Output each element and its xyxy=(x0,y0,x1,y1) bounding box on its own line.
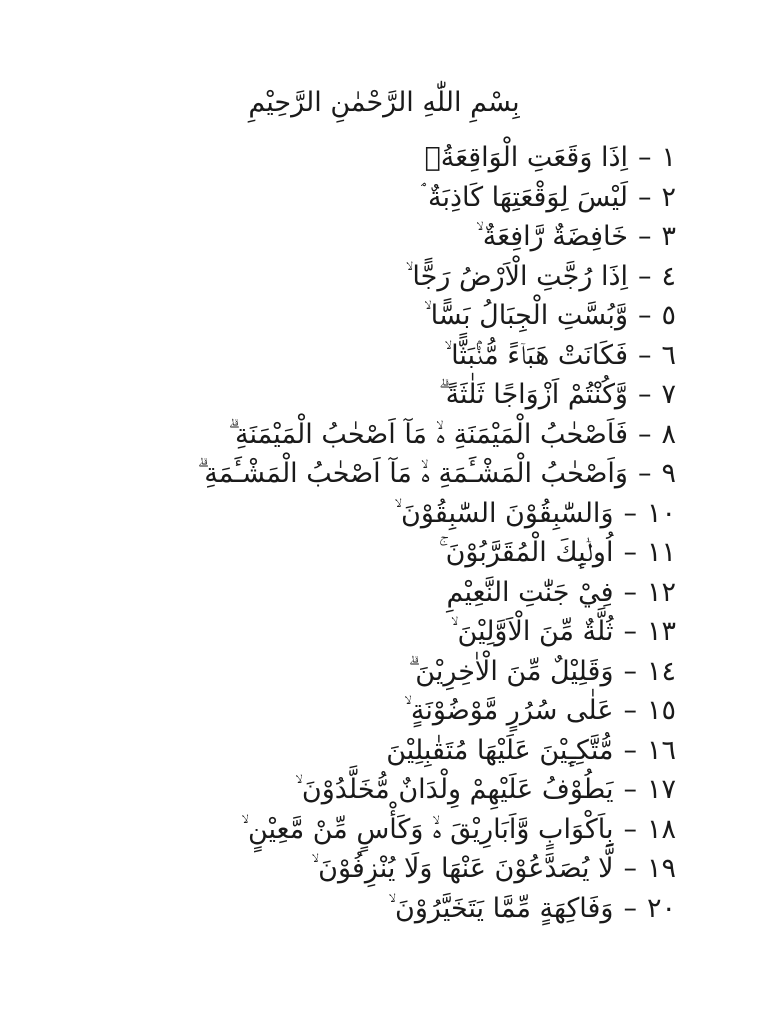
verse-text: مُّتَّكِـِٕيْنَ عَلَيْهَا مُتَقٰبِلِيْنَ xyxy=(386,734,614,766)
verse-text: لَيْسَ لِوَقْعَتِهَا كَاذِبَةٌ ۘ xyxy=(421,181,628,213)
verse-separator: – xyxy=(637,339,652,371)
verse-text: فَاَصْحٰبُ الْمَيْمَنَةِ ەۙ مَآ اَصْحٰبُ الْمَيْمَنَةِ ۗ xyxy=(228,418,628,450)
verse-separator: – xyxy=(623,655,637,687)
verse-text: فِيْ جَنّٰتِ النَّعِيْمِ xyxy=(446,576,614,608)
verse-text: فَكَانَتْ هَبَاۤءً مُّنْۢبَثًّا ۙ xyxy=(444,339,628,371)
verse-number: ١٧ xyxy=(646,774,676,805)
verse-separator: – xyxy=(623,616,637,647)
verse-separator: – xyxy=(623,892,637,924)
verse-separator: – xyxy=(637,300,652,331)
verse-line xyxy=(16,217,676,257)
verse-number: ٢٠ xyxy=(646,892,676,924)
verse-number: ١٨ xyxy=(646,813,676,845)
verse-line xyxy=(16,375,676,415)
verse-text: خَافِضَةٌ رَّافِعَةٌ ۙ xyxy=(475,221,628,252)
verse-text: وَالسّٰبِقُوْنَ السّٰبِقُوْنَ ۙ xyxy=(394,497,614,529)
verse-separator: – xyxy=(623,537,637,568)
verse-line xyxy=(16,652,676,692)
verse-separator: – xyxy=(637,142,652,173)
verse-line xyxy=(16,454,676,494)
verse-line xyxy=(16,889,676,929)
verse-number: ١٣ xyxy=(646,616,676,647)
verse-text: وَّكُنْتُمْ اَزْوَاجًا ثَلٰثَةً ۗ xyxy=(438,379,628,410)
verse-text: اُولٰۤىِٕكَ الْمُقَرَّبُوْنَ ۚ xyxy=(438,537,614,568)
verse-separator: – xyxy=(623,774,637,805)
verse-line xyxy=(16,612,676,652)
verse-line xyxy=(16,573,676,613)
verse-line xyxy=(16,810,676,850)
verse-text: يَطُوْفُ عَلَيْهِمْ وِلْدَانٌ مُّخَلَّدُوْنَ ۙ xyxy=(295,774,614,805)
verse-number: ١ xyxy=(661,142,676,173)
verse-line xyxy=(16,415,676,455)
verse-number: ٩ xyxy=(661,458,676,489)
verse-number: ١٦ xyxy=(646,734,676,766)
verse-line xyxy=(16,257,676,297)
verse-separator: – xyxy=(623,497,637,529)
verse-line xyxy=(16,296,676,336)
verse-line xyxy=(16,138,676,178)
verse-line xyxy=(16,178,676,218)
verse-number: ٦ xyxy=(661,339,676,371)
verse-separator: – xyxy=(637,379,652,410)
verse-separator: – xyxy=(637,260,652,292)
verse-number: ١١ xyxy=(646,537,676,568)
verse-text: ثُلَّةٌ مِّنَ الْاَوَّلِيْنَ ۙ xyxy=(450,616,614,647)
verse-number: ٧ xyxy=(661,379,676,410)
verse-separator: – xyxy=(637,458,652,489)
verse-separator: – xyxy=(637,418,652,450)
verse-number: ١٩ xyxy=(646,853,676,884)
verse-separator: – xyxy=(637,221,652,252)
verse-list xyxy=(16,138,676,928)
verse-number: ١٥ xyxy=(646,695,676,726)
verse-separator: – xyxy=(623,576,637,608)
basmala-heading: بِسْمِ اللّٰهِ الرَّحْمٰنِ الرَّحِيْمِ xyxy=(248,87,520,118)
verse-line xyxy=(16,494,676,534)
verse-text: اِذَا وَقَعَتِ الْوَاقِعَةُۙ xyxy=(424,142,628,173)
verse-text: لَّا يُصَدَّعُوْنَ عَنْهَا وَلَا يُنْزِفُوْنَ ۙ xyxy=(311,853,614,884)
verse-line xyxy=(16,849,676,889)
verse-number: ١٠ xyxy=(646,497,676,529)
verse-number: ٨ xyxy=(661,418,676,450)
verse-separator: – xyxy=(623,734,637,766)
verse-number: ٣ xyxy=(661,221,676,252)
verse-separator: – xyxy=(637,181,652,213)
verse-line xyxy=(16,770,676,810)
verse-separator: – xyxy=(623,813,637,845)
verse-line xyxy=(16,691,676,731)
verse-text: وَقَلِيْلٌ مِّنَ الْاٰخِرِيْنَ ۗ xyxy=(408,655,614,687)
verse-number: ١٢ xyxy=(646,576,676,608)
verse-text: وَّبُسَّتِ الْجِبَالُ بَسًّا ۙ xyxy=(423,300,628,331)
verse-number: ١٤ xyxy=(646,655,676,687)
verse-text: وَاَصْحٰبُ الْمَشْـَٔمَةِ ەۙ مَآ اَصْحٰبُ الْمَشْـَٔمَةِ ۗ xyxy=(197,458,628,489)
verse-separator: – xyxy=(623,853,637,884)
verse-number: ٢ xyxy=(661,181,676,213)
verse-line xyxy=(16,533,676,573)
verse-text: عَلٰى سُرُرٍ مَّوْضُوْنَةٍ ۙ xyxy=(404,695,614,726)
verse-line xyxy=(16,731,676,771)
verse-number: ٤ xyxy=(661,260,676,292)
verse-line xyxy=(16,336,676,376)
verse-text: بِاَكْوَابٍ وَّاَبَارِيْقَ ەۙ وَكَأْسٍ مِّنْ مَّعِيْنٍ ۙ xyxy=(241,813,614,845)
verse-number: ٥ xyxy=(661,300,676,331)
verse-text: اِذَا رُجَّتِ الْاَرْضُ رَجًّا ۙ xyxy=(405,260,628,292)
verse-separator: – xyxy=(623,695,637,726)
verse-text: وَفَاكِهَةٍ مِّمَّا يَتَخَيَّرُوْنَ ۙ xyxy=(388,892,614,924)
